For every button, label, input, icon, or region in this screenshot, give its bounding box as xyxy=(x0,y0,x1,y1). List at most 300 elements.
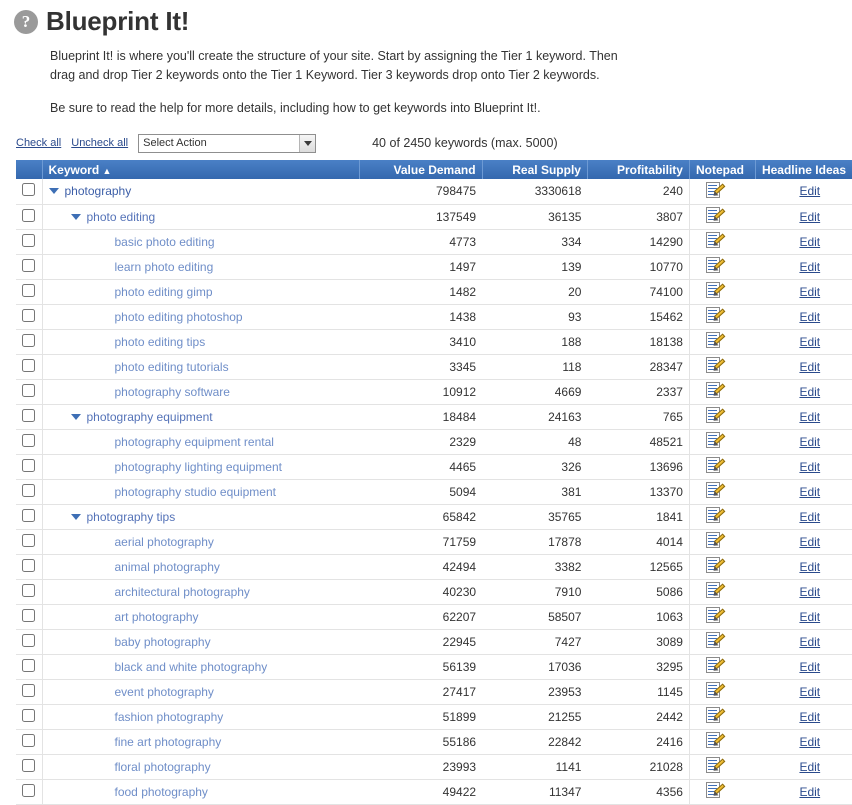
edit-link[interactable]: Edit xyxy=(799,434,821,449)
edit-link[interactable]: Edit xyxy=(799,234,821,249)
edit-link[interactable]: Edit xyxy=(799,784,821,799)
table-row xyxy=(16,204,852,229)
keyword-link[interactable]: photo editing xyxy=(86,209,156,224)
column-keyword[interactable] xyxy=(42,160,359,179)
headline-ideas-cell xyxy=(755,179,852,204)
intro-paragraph-1: Blueprint It! is where you'll create the structure of your site. Start by assigning the Tier 1 keyword. Then drag and drop Tier 2 keywords onto the Tier 1 Keyword. Tier 3 keywords drop onto Tier 2 keywords. xyxy=(50,49,618,82)
keyword-link[interactable]: photography xyxy=(64,184,132,199)
value-demand-cell: 55186 xyxy=(359,729,482,754)
row-select-cell xyxy=(16,429,42,454)
real-supply-cell: 22842 xyxy=(482,729,587,754)
question-mark-icon[interactable]: ? xyxy=(14,10,38,34)
real-supply-cell: 3330618 xyxy=(482,179,587,204)
value-demand-cell: 1438 xyxy=(359,304,482,329)
notepad-icon[interactable] xyxy=(706,507,723,523)
page-header xyxy=(0,0,852,37)
notepad-cell xyxy=(689,529,755,554)
notepad-icon[interactable] xyxy=(706,332,723,348)
edit-link[interactable]: Edit xyxy=(799,309,821,324)
table-row xyxy=(16,704,852,729)
notepad-icon[interactable] xyxy=(706,732,723,748)
headline-ideas-cell xyxy=(755,279,852,304)
notepad-cell xyxy=(689,279,755,304)
real-supply-cell: 93 xyxy=(482,304,587,329)
row-select-cell xyxy=(16,379,42,404)
row-checkbox[interactable] xyxy=(22,334,35,347)
notepad-cell xyxy=(689,754,755,779)
notepad-cell xyxy=(689,254,755,279)
keyword-cell xyxy=(42,404,359,429)
value-demand-cell: 65842 xyxy=(359,504,482,529)
keyword-link[interactable]: photography equipment rental xyxy=(114,434,274,449)
edit-link[interactable]: Edit xyxy=(799,334,821,349)
edit-link[interactable]: Edit xyxy=(799,509,821,524)
notepad-cell xyxy=(689,729,755,754)
headline-ideas-cell xyxy=(755,554,852,579)
real-supply-cell: 381 xyxy=(482,479,587,504)
uncheck-all-link[interactable]: Uncheck all xyxy=(71,137,129,149)
edit-link[interactable]: Edit xyxy=(799,184,821,199)
notepad-cell xyxy=(689,654,755,679)
table-row xyxy=(16,529,852,554)
table-header-row xyxy=(16,160,852,179)
value-demand-cell: 62207 xyxy=(359,604,482,629)
keyword-cell xyxy=(42,604,359,629)
profitability-cell: 765 xyxy=(587,404,689,429)
row-checkbox[interactable] xyxy=(22,784,35,797)
table-row xyxy=(16,604,852,629)
row-checkbox[interactable] xyxy=(22,309,35,322)
value-demand-cell: 5094 xyxy=(359,479,482,504)
real-supply-cell: 326 xyxy=(482,454,587,479)
value-demand-cell: 1482 xyxy=(359,279,482,304)
row-checkbox[interactable] xyxy=(22,684,35,697)
edit-link[interactable]: Edit xyxy=(799,684,821,699)
edit-link[interactable]: Edit xyxy=(799,284,821,299)
notepad-icon[interactable] xyxy=(706,357,723,373)
row-select-cell xyxy=(16,279,42,304)
edit-link[interactable]: Edit xyxy=(799,734,821,749)
notepad-icon[interactable] xyxy=(706,532,723,548)
row-checkbox[interactable] xyxy=(22,183,35,196)
notepad-cell xyxy=(689,629,755,654)
real-supply-cell: 35765 xyxy=(482,504,587,529)
keyword-cell xyxy=(42,754,359,779)
value-demand-cell: 4773 xyxy=(359,229,482,254)
notepad-icon[interactable] xyxy=(706,582,723,598)
edit-link[interactable]: Edit xyxy=(799,559,821,574)
profitability-cell: 21028 xyxy=(587,754,689,779)
row-checkbox[interactable] xyxy=(22,634,35,647)
headline-ideas-cell xyxy=(755,379,852,404)
row-checkbox[interactable] xyxy=(22,234,35,247)
table-row xyxy=(16,179,852,204)
headline-ideas-cell xyxy=(755,529,852,554)
table-row xyxy=(16,579,852,604)
table-row xyxy=(16,479,852,504)
table-row xyxy=(16,454,852,479)
table-row xyxy=(16,629,852,654)
edit-link[interactable]: Edit xyxy=(799,359,821,374)
edit-link[interactable]: Edit xyxy=(799,484,821,499)
row-select-cell xyxy=(16,479,42,504)
real-supply-cell: 24163 xyxy=(482,404,587,429)
real-supply-cell: 21255 xyxy=(482,704,587,729)
headline-ideas-cell xyxy=(755,754,852,779)
keyword-link[interactable]: photography tips xyxy=(86,509,176,524)
edit-link[interactable]: Edit xyxy=(799,534,821,549)
profitability-cell: 14290 xyxy=(587,229,689,254)
profitability-cell: 74100 xyxy=(587,279,689,304)
notepad-cell xyxy=(689,704,755,729)
headline-ideas-cell xyxy=(755,704,852,729)
keyword-cell xyxy=(42,254,359,279)
headline-ideas-cell xyxy=(755,679,852,704)
notepad-cell xyxy=(689,179,755,204)
keyword-link[interactable]: baby photography xyxy=(114,634,211,649)
keyword-cell xyxy=(42,729,359,754)
profitability-cell: 3295 xyxy=(587,654,689,679)
row-checkbox[interactable] xyxy=(22,434,35,447)
notepad-cell xyxy=(689,304,755,329)
headline-ideas-cell xyxy=(755,454,852,479)
table-body xyxy=(16,179,852,804)
table-row xyxy=(16,254,852,279)
keyword-link[interactable]: fashion photography xyxy=(114,709,224,724)
table-row xyxy=(16,504,852,529)
keyword-cell xyxy=(42,379,359,404)
row-select-cell xyxy=(16,329,42,354)
row-select-cell xyxy=(16,704,42,729)
notepad-icon[interactable] xyxy=(706,657,723,673)
row-checkbox[interactable] xyxy=(22,709,35,722)
row-checkbox[interactable] xyxy=(22,459,35,472)
row-checkbox[interactable] xyxy=(22,209,35,222)
profitability-cell: 240 xyxy=(587,179,689,204)
real-supply-cell: 11347 xyxy=(482,779,587,804)
row-select-cell xyxy=(16,454,42,479)
profitability-cell: 28347 xyxy=(587,354,689,379)
value-demand-cell: 3345 xyxy=(359,354,482,379)
table-row xyxy=(16,229,852,254)
headline-ideas-cell xyxy=(755,354,852,379)
keyword-link[interactable]: animal photography xyxy=(114,559,220,574)
row-select-cell xyxy=(16,604,42,629)
column-notepad: Notepad xyxy=(689,160,755,179)
profitability-cell: 1063 xyxy=(587,604,689,629)
notepad-icon[interactable] xyxy=(706,782,723,798)
row-checkbox[interactable] xyxy=(22,284,35,297)
headline-ideas-cell xyxy=(755,329,852,354)
table-toolbar xyxy=(16,132,852,154)
row-select-cell xyxy=(16,254,42,279)
check-all-link[interactable]: Check all xyxy=(16,137,62,149)
expand-collapse-icon[interactable] xyxy=(49,188,59,194)
value-demand-cell: 1497 xyxy=(359,254,482,279)
keyword-link[interactable]: art photography xyxy=(114,609,199,624)
edit-link[interactable]: Edit xyxy=(799,584,821,599)
table-row xyxy=(16,679,852,704)
keyword-cell xyxy=(42,479,359,504)
real-supply-cell: 4669 xyxy=(482,379,587,404)
notepad-cell xyxy=(689,429,755,454)
table-header xyxy=(16,160,852,179)
keyword-link[interactable]: architectural photography xyxy=(114,584,250,599)
notepad-cell xyxy=(689,479,755,504)
profitability-cell: 4356 xyxy=(587,779,689,804)
notepad-icon[interactable] xyxy=(706,682,723,698)
table-row xyxy=(16,779,852,804)
row-select-cell xyxy=(16,229,42,254)
table-row xyxy=(16,754,852,779)
keyword-link[interactable]: photo editing tips xyxy=(114,334,206,349)
table-row xyxy=(16,329,852,354)
real-supply-cell: 139 xyxy=(482,254,587,279)
real-supply-cell: 7910 xyxy=(482,579,587,604)
notepad-cell xyxy=(689,379,755,404)
real-supply-cell: 188 xyxy=(482,329,587,354)
select-action-dropdown[interactable] xyxy=(138,134,316,153)
headline-ideas-cell xyxy=(755,729,852,754)
notepad-cell xyxy=(689,779,755,804)
keyword-link[interactable]: photography studio equipment xyxy=(114,484,276,499)
row-checkbox[interactable] xyxy=(22,534,35,547)
row-select-cell xyxy=(16,729,42,754)
real-supply-cell: 17878 xyxy=(482,529,587,554)
real-supply-cell: 58507 xyxy=(482,604,587,629)
keyword-cell xyxy=(42,679,359,704)
notepad-icon[interactable] xyxy=(706,282,723,298)
notepad-icon[interactable] xyxy=(706,432,723,448)
notepad-cell xyxy=(689,579,755,604)
notepad-icon[interactable] xyxy=(706,607,723,623)
profitability-cell: 4014 xyxy=(587,529,689,554)
edit-link[interactable]: Edit xyxy=(799,384,821,399)
row-select-cell xyxy=(16,304,42,329)
column-profitability[interactable]: Profitability xyxy=(587,160,689,179)
notepad-cell xyxy=(689,229,755,254)
keyword-cell xyxy=(42,629,359,654)
notepad-cell xyxy=(689,504,755,529)
intro-paragraph-2: Be sure to read the help for more details, including how to get keywords into Blueprint It!. xyxy=(50,101,541,115)
keyword-link[interactable]: photo editing tutorials xyxy=(114,359,229,374)
keyword-cell xyxy=(42,529,359,554)
keyword-link[interactable]: basic photo editing xyxy=(114,234,215,249)
notepad-cell xyxy=(689,604,755,629)
keyword-cell xyxy=(42,579,359,604)
row-select-cell xyxy=(16,679,42,704)
keyword-cell xyxy=(42,279,359,304)
value-demand-cell: 71759 xyxy=(359,529,482,554)
notepad-icon[interactable] xyxy=(706,557,723,573)
headline-ideas-cell xyxy=(755,204,852,229)
row-select-cell xyxy=(16,204,42,229)
table-row xyxy=(16,654,852,679)
keyword-link[interactable]: photography software xyxy=(114,384,230,399)
real-supply-cell: 1141 xyxy=(482,754,587,779)
edit-link[interactable]: Edit xyxy=(799,259,821,274)
profitability-cell: 2442 xyxy=(587,704,689,729)
real-supply-cell: 118 xyxy=(482,354,587,379)
headline-ideas-cell xyxy=(755,429,852,454)
value-demand-cell: 798475 xyxy=(359,179,482,204)
keyword-link[interactable]: event photography xyxy=(114,684,214,699)
value-demand-cell: 10912 xyxy=(359,379,482,404)
headline-ideas-cell xyxy=(755,254,852,279)
notepad-icon[interactable] xyxy=(706,407,723,423)
column-select xyxy=(16,160,42,179)
row-select-cell xyxy=(16,354,42,379)
real-supply-cell: 23953 xyxy=(482,679,587,704)
edit-link[interactable]: Edit xyxy=(799,609,821,624)
row-checkbox[interactable] xyxy=(22,259,35,272)
notepad-icon[interactable] xyxy=(706,182,723,198)
notepad-icon[interactable] xyxy=(706,207,723,223)
row-checkbox[interactable] xyxy=(22,559,35,572)
notepad-icon[interactable] xyxy=(706,232,723,248)
notepad-icon[interactable] xyxy=(706,307,723,323)
row-checkbox[interactable] xyxy=(22,759,35,772)
headline-ideas-cell xyxy=(755,654,852,679)
keyword-link[interactable]: floral photography xyxy=(114,759,211,774)
edit-link[interactable]: Edit xyxy=(799,409,821,424)
table-row xyxy=(16,429,852,454)
profitability-cell: 15462 xyxy=(587,304,689,329)
keyword-link[interactable]: aerial photography xyxy=(114,534,214,549)
value-demand-cell: 42494 xyxy=(359,554,482,579)
row-checkbox[interactable] xyxy=(22,359,35,372)
row-checkbox[interactable] xyxy=(22,409,35,422)
keyword-link[interactable]: photography equipment xyxy=(86,409,213,424)
notepad-icon[interactable] xyxy=(706,257,723,273)
keyword-link[interactable]: photography lighting equipment xyxy=(114,459,282,474)
notepad-cell xyxy=(689,204,755,229)
notepad-icon[interactable] xyxy=(706,382,723,398)
profitability-cell: 48521 xyxy=(587,429,689,454)
notepad-cell xyxy=(689,329,755,354)
keyword-cell xyxy=(42,779,359,804)
edit-link[interactable]: Edit xyxy=(799,459,821,474)
row-checkbox[interactable] xyxy=(22,609,35,622)
headline-ideas-cell xyxy=(755,629,852,654)
headline-ideas-cell xyxy=(755,304,852,329)
expand-collapse-icon[interactable] xyxy=(71,214,81,220)
keyword-count: 40 of 2450 keywords (max. 5000) xyxy=(372,136,558,150)
value-demand-cell: 18484 xyxy=(359,404,482,429)
keyword-cell xyxy=(42,654,359,679)
keyword-cell xyxy=(42,179,359,204)
notepad-icon[interactable] xyxy=(706,632,723,648)
table-row xyxy=(16,354,852,379)
intro-text xyxy=(50,47,630,118)
table-row xyxy=(16,554,852,579)
column-value-demand[interactable]: Value Demand xyxy=(359,160,482,179)
notepad-cell xyxy=(689,554,755,579)
notepad-icon[interactable] xyxy=(706,482,723,498)
keywords-table xyxy=(16,160,852,805)
column-headline-ideas: Headline Ideas xyxy=(755,160,852,179)
keyword-link[interactable]: photo editing gimp xyxy=(114,284,213,299)
profitability-cell: 13370 xyxy=(587,479,689,504)
row-select-cell xyxy=(16,629,42,654)
value-demand-cell: 27417 xyxy=(359,679,482,704)
row-checkbox[interactable] xyxy=(22,384,35,397)
notepad-icon[interactable] xyxy=(706,757,723,773)
profitability-cell: 18138 xyxy=(587,329,689,354)
profitability-cell: 3807 xyxy=(587,204,689,229)
notepad-cell xyxy=(689,679,755,704)
expand-collapse-icon[interactable] xyxy=(71,514,81,520)
profitability-cell: 2337 xyxy=(587,379,689,404)
headline-ideas-cell xyxy=(755,404,852,429)
keyword-cell xyxy=(42,229,359,254)
row-select-cell xyxy=(16,504,42,529)
keyword-cell xyxy=(42,329,359,354)
row-select-cell xyxy=(16,779,42,804)
headline-ideas-cell xyxy=(755,579,852,604)
edit-link[interactable]: Edit xyxy=(799,759,821,774)
keyword-link[interactable]: black and white photography xyxy=(114,659,268,674)
notepad-cell xyxy=(689,454,755,479)
notepad-icon[interactable] xyxy=(706,707,723,723)
row-select-cell xyxy=(16,579,42,604)
real-supply-cell: 7427 xyxy=(482,629,587,654)
expand-collapse-icon[interactable] xyxy=(71,414,81,420)
real-supply-cell: 3382 xyxy=(482,554,587,579)
profitability-cell: 1145 xyxy=(587,679,689,704)
keyword-link[interactable]: learn photo editing xyxy=(114,259,214,274)
profitability-cell: 10770 xyxy=(587,254,689,279)
notepad-cell xyxy=(689,404,755,429)
row-checkbox[interactable] xyxy=(22,734,35,747)
chevron-down-icon[interactable] xyxy=(299,135,315,152)
edit-link[interactable]: Edit xyxy=(799,659,821,674)
row-checkbox[interactable] xyxy=(22,509,35,522)
headline-ideas-cell xyxy=(755,779,852,804)
profitability-cell: 1841 xyxy=(587,504,689,529)
row-select-cell xyxy=(16,529,42,554)
notepad-icon[interactable] xyxy=(706,457,723,473)
profitability-cell: 3089 xyxy=(587,629,689,654)
value-demand-cell: 51899 xyxy=(359,704,482,729)
keyword-cell xyxy=(42,304,359,329)
profitability-cell: 2416 xyxy=(587,729,689,754)
row-checkbox[interactable] xyxy=(22,659,35,672)
keyword-cell xyxy=(42,704,359,729)
edit-link[interactable]: Edit xyxy=(799,634,821,649)
table-row xyxy=(16,304,852,329)
edit-link[interactable]: Edit xyxy=(799,709,821,724)
row-select-cell xyxy=(16,754,42,779)
headline-ideas-cell xyxy=(755,229,852,254)
select-action-value: Select Action xyxy=(143,137,207,149)
row-checkbox[interactable] xyxy=(22,584,35,597)
headline-ideas-cell xyxy=(755,504,852,529)
profitability-cell: 13696 xyxy=(587,454,689,479)
real-supply-cell: 334 xyxy=(482,229,587,254)
keyword-link[interactable]: photo editing photoshop xyxy=(114,309,243,324)
keyword-cell xyxy=(42,504,359,529)
keyword-cell xyxy=(42,204,359,229)
row-checkbox[interactable] xyxy=(22,484,35,497)
column-real-supply[interactable]: Real Supply xyxy=(482,160,587,179)
keyword-link[interactable]: food photography xyxy=(114,784,208,799)
keyword-link[interactable]: fine art photography xyxy=(114,734,222,749)
table-row xyxy=(16,379,852,404)
edit-link[interactable]: Edit xyxy=(799,209,821,224)
keyword-cell xyxy=(42,354,359,379)
profitability-cell: 12565 xyxy=(587,554,689,579)
